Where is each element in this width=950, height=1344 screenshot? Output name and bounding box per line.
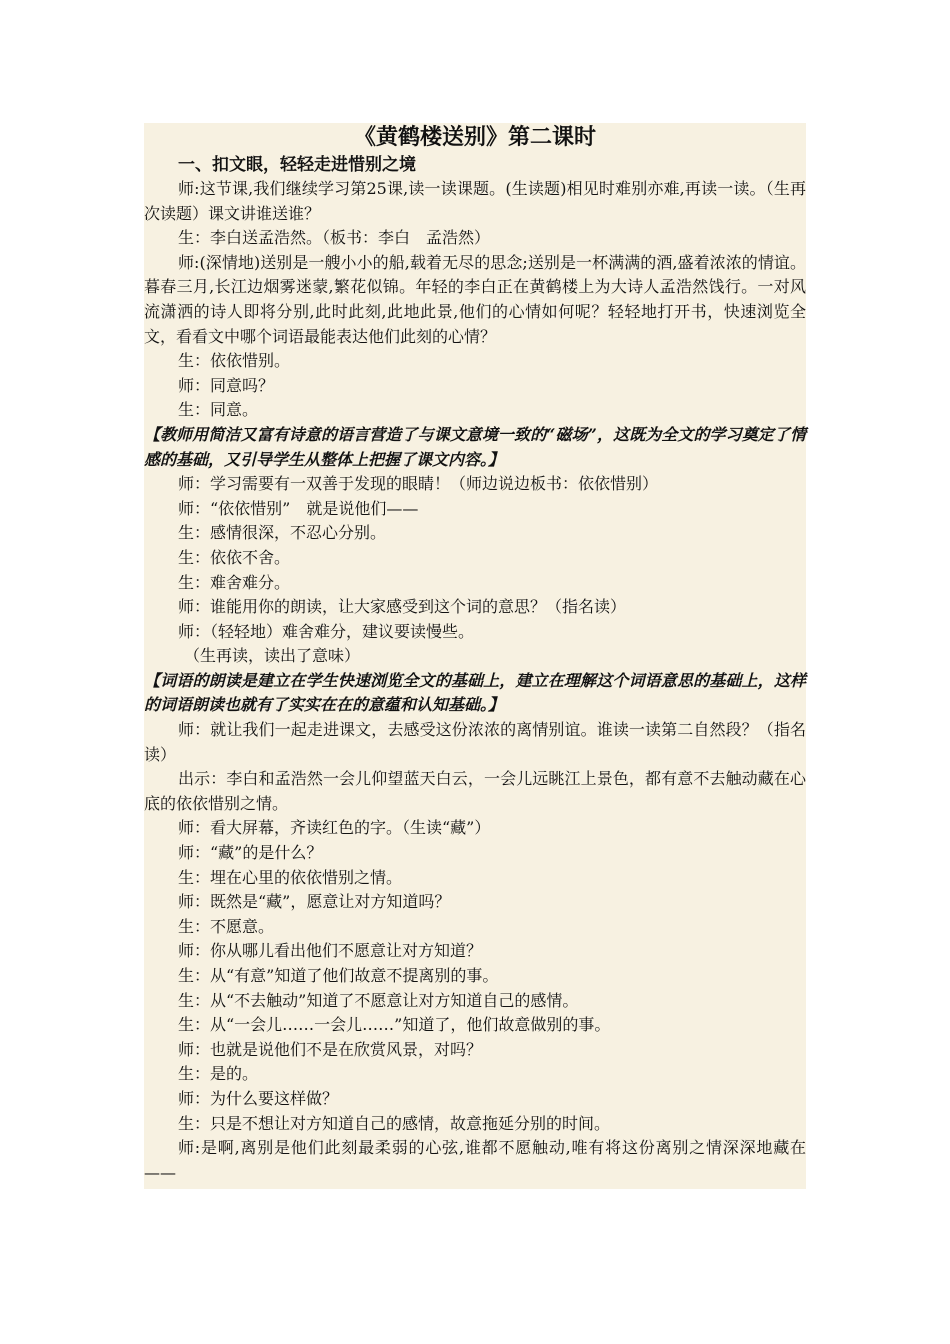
document-title: 《黄鹤楼送别》第二课时 — [353, 125, 596, 150]
dialogue-paragraph: 生：从“一会儿……一会儿……”知道了，他们故意做别的事。 — [178, 1015, 611, 1035]
dialogue-paragraph: 生：依依惜别。 — [178, 351, 291, 371]
dialogue-paragraph: 师：你从哪儿看出他们不愿意让对方知道？ — [178, 941, 483, 961]
dialogue-paragraph: 生：同意。 — [178, 400, 259, 420]
dialogue-paragraph: 生：不愿意。 — [178, 916, 275, 936]
dialogue-paragraph: 生：埋在心里的依依惜别之情。 — [178, 867, 403, 887]
dialogue-paragraph: 师：“依依惜别” 就是说他们—— — [178, 498, 419, 518]
dialogue-paragraph: 师：看大屏幕，齐读红色的字。（生读“藏”） — [178, 818, 491, 838]
document-body — [144, 123, 806, 1189]
dialogue-paragraph: 生：只是不想让对方知道自己的感情，故意拖延分别的时间。 — [178, 1113, 611, 1133]
dialogue-paragraph: 师:(深情地)送别是一艘小小的船,载着无尽的思念;送别是一杯满满的酒,盛着浓浓的情谊。暮春三月,长江边烟雾迷蒙,繁花似锦。年轻的李白正在黄鹤楼上为大诗人孟浩然饯行。一对风流潇洒的诗人即将分别,此时此刻,此地此景,他们的心情如何呢？轻轻地打开书，快速浏览全文，看看文中哪个词语最能表达他们此刻的心情？ — [144, 252, 806, 346]
dialogue-paragraph: 生：李白送孟浩然。（板书：李白 孟浩然） — [178, 228, 491, 248]
dialogue-paragraph: 师：谁能用你的朗读，让大家感受到这个词的意思？（指名读） — [178, 597, 627, 617]
dialogue-paragraph: 师：也就是说他们不是在欣赏风景，对吗？ — [178, 1039, 483, 1059]
section-heading: 一、扣文眼，轻轻走进惜别之境 — [178, 155, 416, 175]
dialogue-paragraph: 生：依依不舍。 — [178, 547, 291, 567]
dialogue-paragraph: 师:是啊,离别是他们此刻最柔弱的心弦,谁都不愿触动,唯有将这份离别之情深深地藏在—— — [144, 1138, 806, 1182]
commentary-note: 【词语的朗读是建立在学生快速浏览全文的基础上，建立在理解这个词语意思的基础上，这样的词语朗读也就有了实实在在的意蕴和认知基础。】 — [144, 670, 806, 715]
dialogue-paragraph: 师：为什么要这样做？ — [178, 1088, 339, 1108]
dialogue-paragraph: 师：既然是“藏”，愿意让对方知道吗？ — [178, 892, 451, 912]
dialogue-paragraph: 师：学习需要有一双善于发现的眼睛！（师边说边板书：依依惜别） — [178, 474, 659, 494]
dialogue-paragraph: 生：是的。 — [178, 1064, 259, 1084]
dialogue-paragraph: 出示：李白和孟浩然一会儿仰望蓝天白云，一会儿远眺江上景色，都有意不去触动藏在心底的依依惜别之情。 — [144, 769, 806, 813]
dialogue-paragraph: 师:这节课,我们继续学习第25课,读一读课题。(生读题)相见时难别亦难,再读一读。（生再次读题）课文讲谁送谁？ — [144, 179, 806, 223]
dialogue-paragraph: 师：同意吗？ — [178, 375, 275, 395]
dialogue-paragraph: 生：难舍难分。 — [178, 572, 291, 592]
dialogue-paragraph: 生：感情很深，不忍心分别。 — [178, 523, 387, 543]
paragraph-list — [144, 177, 806, 1185]
dialogue-paragraph: 生：从“不去触动”知道了不愿意让对方知道自己的感情。 — [178, 990, 579, 1010]
dialogue-paragraph: 师：（轻轻地）难舍难分，建议要读慢些。 — [178, 621, 475, 641]
commentary-note: 【教师用简洁又富有诗意的语言营造了与课文意境一致的“磁场”，这既为全文的学习奠定了情感的基础，又引导学生从整体上把握了课文内容。】 — [144, 424, 806, 469]
dialogue-paragraph: 师：“藏”的是什么？ — [178, 843, 323, 863]
dialogue-paragraph: 生：从“有意”知道了他们故意不提离别的事。 — [178, 966, 499, 985]
stage-direction: （生再读，读出了意味） — [184, 646, 361, 666]
dialogue-paragraph: 师：就让我们一起走进课文，去感受这份浓浓的离情别谊。谁读一读第二自然段？（指名读） — [144, 720, 806, 764]
